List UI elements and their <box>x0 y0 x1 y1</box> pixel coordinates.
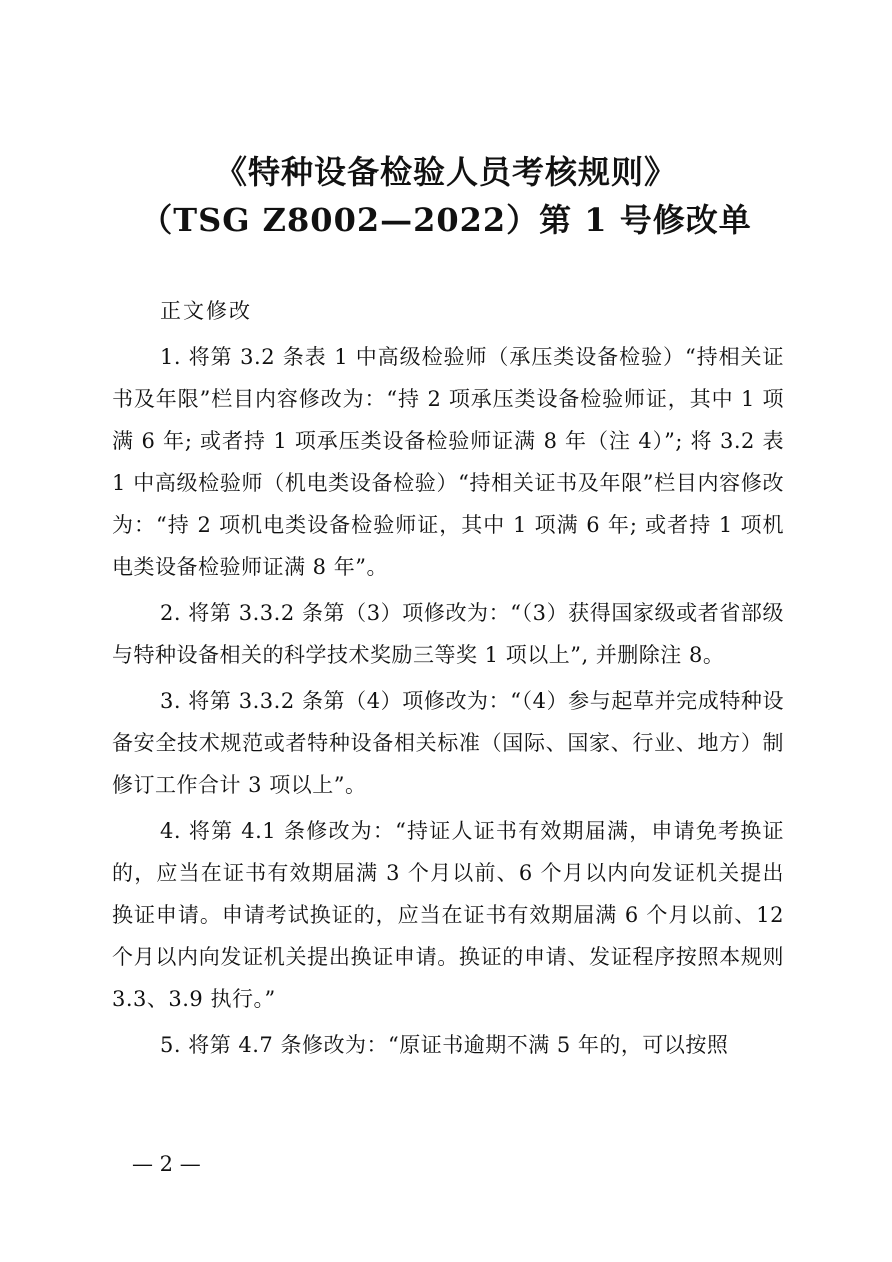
section-heading: 正文修改 <box>160 299 252 323</box>
paragraph-4: 4. 将第 4.1 条修改为：“持证人证书有效期届满，申请免考换证的，应当在证书有效期届满 3 个月以前、6 个月以内向发证机关提出换证申请。申请考试换证的，应当在证书有效期届满 6 个月以前、12 个月以内向发证机关提出换证申请。换证的申请、发证程序按照本规则 3.3、3.9 执行。” <box>112 819 784 1011</box>
paragraph-5: 5. 将第 4.7 条修改为：“原证书逾期不满 5 年的，可以按照 <box>160 1033 729 1057</box>
page-number: — 2 — <box>132 1152 201 1176</box>
paragraph-2: 2. 将第 3.3.2 条第（3）项修改为：“（3）获得国家级或者省部级与特种设备相关的科学技术奖励三等奖 1 项以上”, 并删除注 8。 <box>112 601 784 667</box>
document-body <box>112 290 784 1066</box>
paragraph-3: 3. 将第 3.3.2 条第（4）项修改为：“（4）参与起草并完成特种设备安全技术规范或者特种设备相关标准（国际、国家、行业、地方）制修订工作合计 3 项以上”。 <box>112 689 784 797</box>
title-line-2: （TSG Z8002—2022）第 1 号修改单 <box>140 201 752 239</box>
document-title <box>0 148 892 244</box>
paragraph-1: 1. 将第 3.2 条表 1 中高级检验师（承压类设备检验）“持相关证书及年限”栏目内容修改为：“持 2 项承压类设备检验师证，其中 1 项满 6 年; 或者持 1 项承压类设备检验师证满 8 年（注 4）”; 将 3.2 表 1 中高级检验师（机电类设备检验）“持相关证书及年限”栏目内容修改为：“持 2 项机电类设备检验师证，其中 1 项满 6 年; 或者持 1 项机电类设备检验师证满 8 年”。 <box>112 345 784 579</box>
title-line-1: 《特种设备检验人员考核规则》 <box>214 153 677 191</box>
